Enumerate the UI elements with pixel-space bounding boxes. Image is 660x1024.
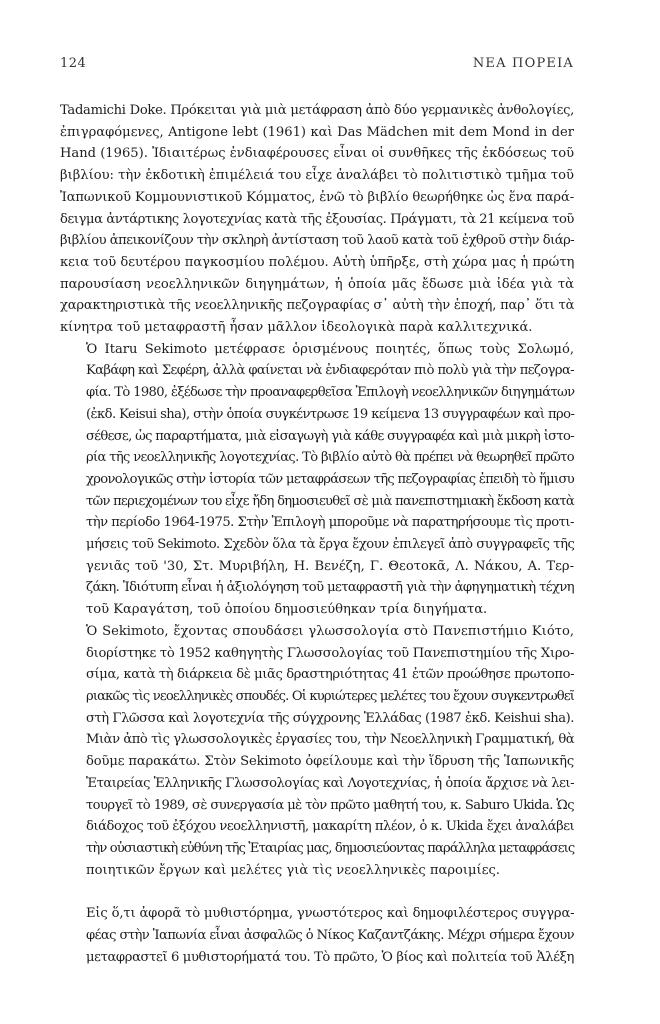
text-line: γενιᾶς τοῦ '30, Στ. Μυριβήλη, Η. Βενέζη, Γ. Θεοτοκᾶ, Λ. Νάκου, Α. Τερ- (86, 558, 574, 574)
text-line: Μιὰν ἀπὸ τὶς γλωσσολογικὲς ἐργασίες του, τὴν Νεοελληνικὴ Γραμματική, θὰ (86, 732, 575, 748)
paragraph-3 (60, 621, 574, 881)
paragraph-2 (60, 339, 574, 621)
text-line: στὴ Γλῶσσα καὶ λογοτεχνία τῆς σύγχρονης Ἑλλάδας (1987 ἐκδ. Keishui sha). (86, 710, 574, 726)
text-line: ριακῶς τὶς νεοελληνικὲς σπουδές. Οἱ κυριώτερες μελέτες του ἔχουν συγκεντρωθεῖ (86, 688, 575, 704)
text-line: (ἐκδ. Keisui sha), στὴν ὁποία συγκέντρωσε 19 κείμενα 13 συγγραφέων καὶ προ- (86, 406, 575, 422)
text-line: Ὁ Sekimoto, ἔχοντας σπουδάσει γλωσσολογία στὸ Πανεπιστήμιο Κιότο, (86, 623, 574, 639)
text-line: Ὁ Itaru Sekimoto μετέφρασε ὁρισμένους ποιητές, ὅπως τοὺς Σολωμό, (86, 341, 574, 357)
text-line: Εἰς ὅ,τι ἀφορᾶ τὸ μυθιστόρημα, γνωστότερος καὶ δημοφιλέστερος συγγρα- (86, 906, 575, 922)
text-line: σίμα, κατὰ τὴ διάρκεια δὲ μιᾶς δραστηριότητας 41 ἐτῶν προώθησε πρωτοπο- (86, 667, 575, 683)
text-line: κίνητρα τοῦ μεταφραστῆ ἦσαν μᾶλλον ἰδεολογικὰ παρὰ καλλιτεχνικά. (60, 320, 533, 336)
paragraph-4 (60, 903, 574, 968)
text-line: διάδοχος τοῦ ἐξόχου νεοελληνιστῆ, μακαρίτη πλέον, ὁ κ. Ukida ἔχει ἀναλάβει (86, 819, 575, 835)
running-header (60, 56, 574, 74)
text-line: βιβλίου: τὴν ἐκδοτικὴ ἐπιμέλειά του εἶχε ἀναλάβει τὸ πολιτιστικὸ τμῆμα τοῦ (60, 168, 574, 184)
text-line: βιβλίου ἀπεικονίζουν τὴν σκληρὴ ἀντίσταση τοῦ λαοῦ κατὰ τοῦ ἐχθροῦ στὴν διάρ- (60, 233, 575, 249)
text-line: Hand (1965). Ἰδιαιτέρως ἐνδιαφέρουσες εἶναι οἱ συνθῆκες τῆς ἐκδόσεως τοῦ (60, 146, 575, 162)
text-line: φέας στὴν Ἰαπωνία εἶναι ἀσφαλῶς ὁ Νίκος Καζαντζάκης. Μέχρι σήμερα ἔχουν (86, 928, 575, 944)
text-line: ποιητικῶν ἔργων καὶ μελέτες γιὰ τὶς νεοελληνικὲς παροιμίες. (86, 862, 500, 878)
text-line: χαρακτηριστικὰ τῆς νεοελληνικῆς πεζογραφίας σ᾽ αὐτὴ τὴν ἐποχή, παρ᾽ ὅτι τὰ (60, 298, 575, 314)
text-line: ρία τῆς νεοελληνικῆς λογοτεχνίας. Τὸ βιβλίο αὐτὸ θὰ πρέπει νὰ θεωρηθεῖ πρῶτο (86, 450, 574, 466)
text-line: τὴν οὐσιαστικὴ εὐθύνη τῆς Ἑταιρίας μας, δημοσιεύοντας παράλληλα μεταφράσεις (86, 840, 575, 856)
text-line: ζάκη. Ἰδιότυπη εἶναι ἡ ἀξιολόγηση τοῦ μεταφραστῆ γιὰ τὴν ἀφηγηματικὴ τέχνη (86, 580, 574, 596)
text-line: σέθεσε, ὡς παραρτήματα, μιὰ εἰσαγωγὴ γιὰ κάθε συγγραφέα καὶ μιὰ μικρὴ ἱστο- (86, 428, 574, 444)
text-line: ἐπιγραφόμενες, Antigone lebt (1961) καὶ Das Mädchen mit dem Mond in der (60, 124, 574, 140)
text-line: δειγμα ἀντάρτικης λογοτεχνίας κατὰ τῆς ἐξουσίας. Πράγματι, τὰ 21 κείμενα τοῦ (60, 211, 574, 227)
text-line: διορίστηκε τὸ 1952 καθηγητὴς Γλωσσολογίας τοῦ Πανεπιστημίου τῆς Χιρο- (86, 645, 574, 661)
text-line: τοῦ Καραγάτση, τοῦ ὁποίου δημοσιεύθηκαν τρία διηγήματα. (86, 602, 488, 618)
text-line: κεια τοῦ δευτέρου παγκοσμίου πολέμου. Αὐτὴ ὑπῆρξε, στὴ χώρα μας ἡ πρώτη (60, 254, 575, 270)
text-line: τῶν περιεχομένων του εἶχε ἤδη δημοσιευθεῖ σὲ μιὰ πανεπιστημιακὴ ἔκδοση κατὰ (86, 493, 575, 509)
running-title: ΝΕΑ ΠΟΡΕΙΑ (472, 56, 574, 71)
text-line: Tadamichi Doke. Πρόκειται γιὰ μιὰ μετάφραση ἀπὸ δύο γερμανικὲς ἀνθολογίες, (60, 103, 574, 118)
text-line: Καβάφη καὶ Σεφέρη, ἀλλὰ φαίνεται νὰ ἐνδιαφερόταν πιὸ πολὺ γιὰ τὴν πεζογρα- (86, 363, 574, 379)
text-line: Ἑταιρείας Ἑλληνικῆς Γλωσσολογίας καὶ Λογοτεχνίας, ἡ ὁποία ἄρχισε νὰ λει- (86, 775, 575, 791)
text-line: τὴν περίοδο 1964-1975. Στὴν Ἐπιλογὴ μποροῦμε νὰ παρατηρήσουμε τὶς προτι- (86, 515, 574, 531)
text-line: μήσεις τοῦ Sekimoto. Σχεδὸν ὅλα τὰ ἔργα ἔχουν ἐπιλεγεῖ ἀπὸ συγγραφεῖς τῆς (86, 537, 575, 553)
body-text (60, 100, 574, 968)
text-line: παρουσίαση νεοελληνικῶν διηγημάτων, ἡ ὁποία μᾶς ἔδωσε μιὰ ἰδέα γιὰ τὰ (60, 276, 574, 292)
text-line: Ἰαπωνικοῦ Κομμουνιστικοῦ Κόμματος, ἐνῶ τὸ βιβλίο θεωρήθηκε ὡς ἕνα παρά- (60, 189, 574, 205)
text-line: μεταφραστεῖ 6 μυθιστορήματά του. Τὸ πρῶτο, Ὁ βίος καὶ πολιτεία τοῦ Ἀλέξη (86, 949, 574, 965)
text-line: χρονολογικῶς στὴν ἱστορία τῶν μεταφράσεων τῆς πεζογραφίας ἐπειδὴ τὸ ἥμισυ (86, 471, 574, 487)
text-line: φία. Τὸ 1980, ἐξέδωσε τὴν προαναφερθεῖσα Ἐπιλογὴ νεοελληνικῶν διηγημάτων (86, 385, 575, 401)
paragraph-1 (60, 100, 574, 339)
text-line: τουργεῖ τὸ 1989, σὲ συνεργασία μὲ τὸν πρῶτο μαθητή του, κ. Saburo Ukida. Ὡς (86, 797, 574, 813)
page-number: 124 (60, 56, 87, 71)
text-line: δοῦμε παρακάτω. Στὸν Sekimoto ὀφείλουμε καὶ τὴν ἵδρυση τῆς Ἰαπωνικῆς (86, 754, 575, 770)
